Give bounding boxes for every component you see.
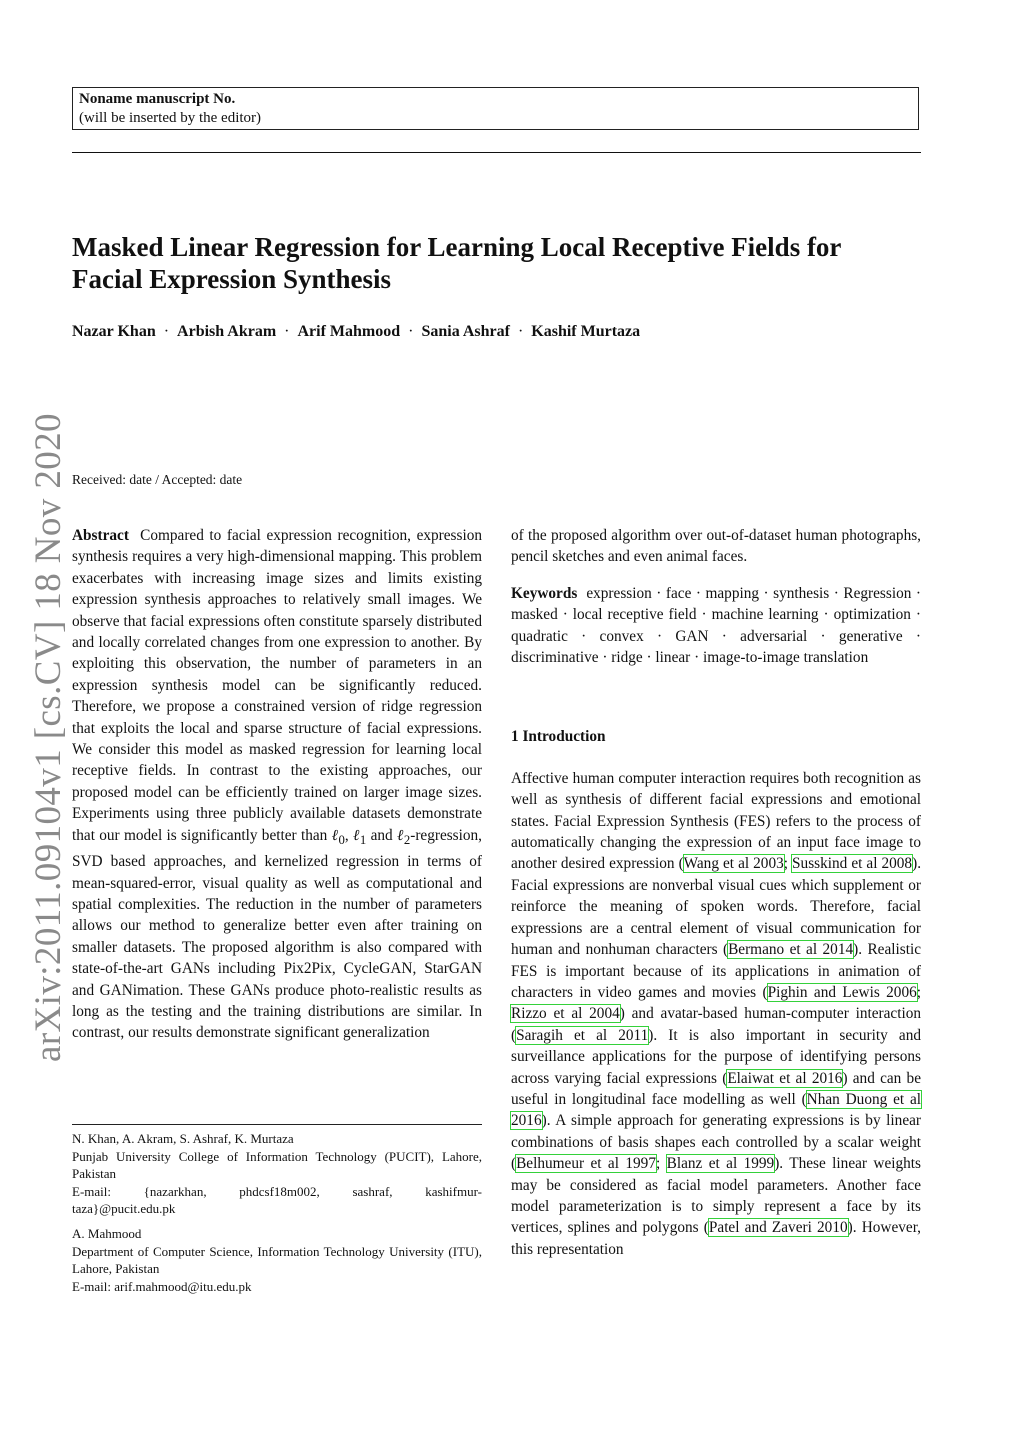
email-part: sashraf, — [352, 1183, 393, 1199]
author: Arif Mahmood — [297, 323, 401, 340]
author-separator: · — [408, 323, 414, 340]
received-date: Received: date / Accepted: date — [72, 472, 243, 487]
affiliation-email: E-mail: arif.mahmood@itu.edu.pk — [72, 1278, 252, 1294]
intro-text: ; — [916, 983, 921, 1001]
math-subscript: 2 — [403, 832, 411, 847]
manuscript-number: Noname manuscript No. — [79, 91, 236, 107]
intro-text: ). Facial expressions are nonverbal visual cues which supplement or reinforce the meaning of spoken words. Therefore, facial expressions are a central element of visual communication for human and nonhuman characters ( — [511, 855, 922, 959]
email-part: {nazarkhan, — [143, 1183, 207, 1199]
intro-text: ). A simple approach for generating expressions is by linear combinations of basis shapes each controlled by a scalar weight ( — [511, 1112, 921, 1173]
affiliation-email — [72, 1183, 482, 1201]
author: Sania Ashraf — [421, 323, 510, 340]
affiliation-email-tail: taza}@pucit.edu.pk — [72, 1201, 176, 1216]
math-ell: ℓ — [331, 826, 339, 844]
email-part: kashifmur- — [425, 1183, 482, 1199]
email-part: phdcsf18m002, — [239, 1183, 320, 1199]
affiliation-names: N. Khan, A. Akram, S. Ashraf, K. Murtaza — [72, 1131, 294, 1146]
abstract-label: Abstract — [72, 527, 129, 544]
affiliation-pucit — [72, 1130, 482, 1218]
math-ell: ℓ — [396, 826, 404, 844]
author-separator: · — [163, 323, 170, 340]
title-line-1: Masked Linear Regression for Learning Local Receptive Fields for — [72, 232, 842, 262]
math-subscript: 0 — [338, 832, 345, 847]
intro-text: ) and avatar-based human-computer interaction ( — [511, 1005, 921, 1044]
arxiv-stamp: arXiv:2011.09104v1 [cs.CV] 18 Nov 2020 — [28, 413, 69, 1062]
affiliation-name: A. Mahmood — [72, 1226, 142, 1241]
author-separator: · — [517, 323, 524, 340]
header-rule — [72, 152, 921, 153]
citation-link[interactable]: Bermano et al 2014 — [728, 941, 854, 959]
affiliation-org: Punjab University College of Information Technology (PUCIT), Lahore, Pakistan — [72, 1148, 482, 1181]
citation-link[interactable]: Rizzo et al 2004 — [511, 1005, 620, 1023]
abstract-text: -regression, SVD based approaches, and kernelized regression in terms of mean-squared-error, visual quality as well as computational and spatial complexities. The reduction in the number of parameters allows our method to generalize better even after training on smaller datasets. The proposed algorithm is also compared with state-of-the-art GANs including Pix2Pix, CycleGAN, StarGAN and GANimation. These GANs produce photo-realistic results as long as the testing and the training distributions are similar. In contrast, our results demonstrate significant generalization — [72, 826, 483, 1042]
introduction-paragraph — [511, 768, 921, 1260]
intro-text: Affective human computer interaction requires both recognition as well as synthesis of different facial expressions and emotional states. Facial Expression Synthesis (FES) refers to the process of automatically changing the expression of an input face image to another desired expression ( — [511, 769, 921, 873]
keywords-text: expression · face · mapping · synthesis · Regression · masked · local receptive field · machine learning · optimization · quadratic · convex · GAN · adversarial · generative · discriminative · ridge · linear · image-to-image translation — [511, 584, 921, 667]
author: Nazar Khan — [72, 323, 156, 340]
intro-text: ). These linear weights may be considered as facial model parameters. Another face model parameterization is to simply represent a face by its vertices, splines and polygons ( — [511, 1155, 921, 1237]
keywords-label: Keywords — [511, 584, 578, 602]
intro-text: ) and can be useful in longitudinal face modelling as well ( — [511, 1069, 921, 1108]
section-heading-introduction: 1 Introduction — [511, 728, 606, 746]
author-list — [72, 323, 932, 341]
footnote-rule — [72, 1124, 482, 1125]
intro-text: ). However, this representation — [511, 1219, 922, 1258]
abstract-continuation: of the proposed algorithm over out-of-dataset human photographs, pencil sketches and even animal faces. — [511, 527, 921, 566]
left-column — [72, 525, 482, 1044]
keywords — [511, 583, 921, 669]
right-column — [511, 525, 921, 1260]
abstract — [72, 525, 482, 1044]
citation-link[interactable]: Elaiwat et al 2016 — [727, 1069, 843, 1087]
abstract-text: Compared to facial expression recognition, expression synthesis requires a very high-dimensional mapping. This problem exacerbates with increasing image sizes and limits existing expression synthesis approaches to relatively small images. We observe that facial expressions often constitute sparsely distributed and locally correlated changes from one expression to another. By exploiting this observation, the number of parameters in an expression synthesis model can be significantly reduced. Therefore, we propose a constrained version of ridge regression that exploits the local and sparse structure of facial expressions. We consider this model as masked regression for learning local receptive fields. In contrast to the existing approaches, our proposed model can be efficiently trained on larger image sizes. Experiments using three publicly available datasets demonstrate that our model is significantly better than — [72, 527, 482, 844]
editor-note: (will be inserted by the editor) — [79, 110, 262, 126]
author-separator: · — [284, 323, 290, 340]
citation-link[interactable]: Pighin and Lewis 2006 — [767, 983, 917, 1001]
affiliation-org: Department of Computer Science, Information Technology University (ITU), Lahore, Pakistan — [72, 1243, 482, 1276]
citation-link[interactable]: Blanz et al 1999 — [666, 1155, 775, 1173]
affiliation-itu — [72, 1225, 482, 1295]
author: Kashif Murtaza — [531, 323, 641, 340]
math-ell: ℓ — [353, 826, 360, 844]
citation-link[interactable]: Saragih et al 2011 — [516, 1026, 649, 1044]
paper-title — [72, 231, 932, 295]
title-line-2: Facial Expression Synthesis — [72, 264, 392, 294]
email-label: E-mail: — [72, 1183, 111, 1199]
math-comma: , — [344, 826, 353, 844]
math-subscript: 1 — [359, 832, 367, 847]
intro-text: ; — [783, 855, 793, 873]
citation-link[interactable]: Nhan Duong et al 2016 — [511, 1090, 922, 1130]
intro-text: ). Realistic FES is important because of its applications in animation of characters in video games and movies ( — [511, 941, 921, 1001]
author: Arbish Akram — [177, 323, 277, 340]
editor-note-box — [72, 87, 919, 130]
citation-link[interactable]: Susskind et al 2008 — [792, 855, 913, 873]
citation-link[interactable]: Wang et al 2003 — [683, 855, 784, 873]
intro-text: ). It is also important in security and surveillance applications for the purpose of identifying persons across varying facial expressions ( — [511, 1026, 921, 1087]
intro-text: ; — [655, 1155, 667, 1173]
citation-link[interactable]: Patel and Zaveri 2010 — [708, 1219, 848, 1237]
abstract-text: and — [366, 826, 397, 844]
citation-link[interactable]: Belhumeur et al 1997 — [516, 1155, 656, 1173]
